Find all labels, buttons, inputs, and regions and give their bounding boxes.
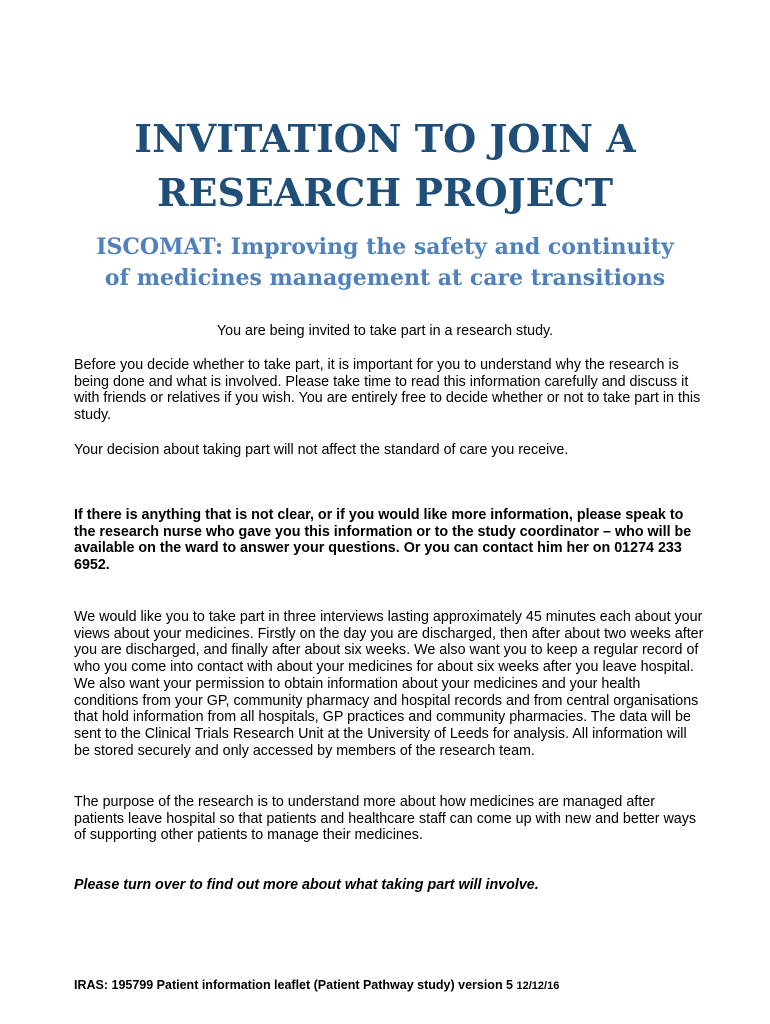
lead-sentence: You are being invited to take part in a research study. bbox=[216, 323, 554, 339]
document-subtitle bbox=[0, 232, 770, 294]
footer-text: IRAS: 195799 Patient information leaflet (Patient Pathway study) version 5 bbox=[74, 978, 514, 992]
page-footer bbox=[74, 977, 714, 994]
document-title bbox=[0, 112, 770, 220]
paragraph-decision: Before you decide whether to take part, it is important for you to understand why the research is being done and what is involved. Please take time to read this information carefully and discuss it with friends or relatives if you wish. You are entirely free to decide whether or not to take part in this study. bbox=[74, 357, 701, 424]
title-line-1: INVITATION TO JOIN A bbox=[134, 116, 636, 161]
title-line-2: RESEARCH PROJECT bbox=[156, 170, 614, 215]
paragraph-turn-over: Please turn over to find out more about what taking part will involve. bbox=[74, 877, 539, 893]
paragraph-contact-info: If there is anything that is not clear, or if you would like more information, please speak to the research nurse who gave you this information or to the study coordinator – who will be available on the ward to answer your questions. Or you can contact him her on 01274 233 6952. bbox=[74, 507, 692, 574]
paragraph-purpose: The purpose of the research is to understand more about how medicines are managed after patients leave hospital so that patients and healthcare staff can come up with new and better ways of supporting other patients to manage their medicines. bbox=[74, 794, 697, 844]
subtitle-line-1: ISCOMAT: Improving the safety and continuity bbox=[96, 234, 674, 260]
subtitle-line-2: of medicines management at care transitions bbox=[104, 265, 666, 291]
footer-date: 12/12/16 bbox=[516, 980, 560, 992]
paragraph-standard-of-care: Your decision about taking part will not affect the standard of care you receive. bbox=[74, 442, 569, 458]
paragraph-interviews: We would like you to take part in three interviews lasting approximately 45 minutes each about your views about your medicines. Firstly on the day you are discharged, then after about two weeks after you are discharged, and finally after about six weeks. We also want you to keep a regular record of who you come into contact with about your medicines for about six weeks after you leave hospital. We also want your permission to obtain information about your medicines and your health conditions from your GP, community pharmacy and hospital records and from central organisations that hold information from all hospitals, GP practices and community pharmacies. The data will be sent to the Clinical Trials Research Unit at the University of Leeds for analysis. All information will be stored securely and only accessed by members of the research team. bbox=[74, 609, 704, 759]
